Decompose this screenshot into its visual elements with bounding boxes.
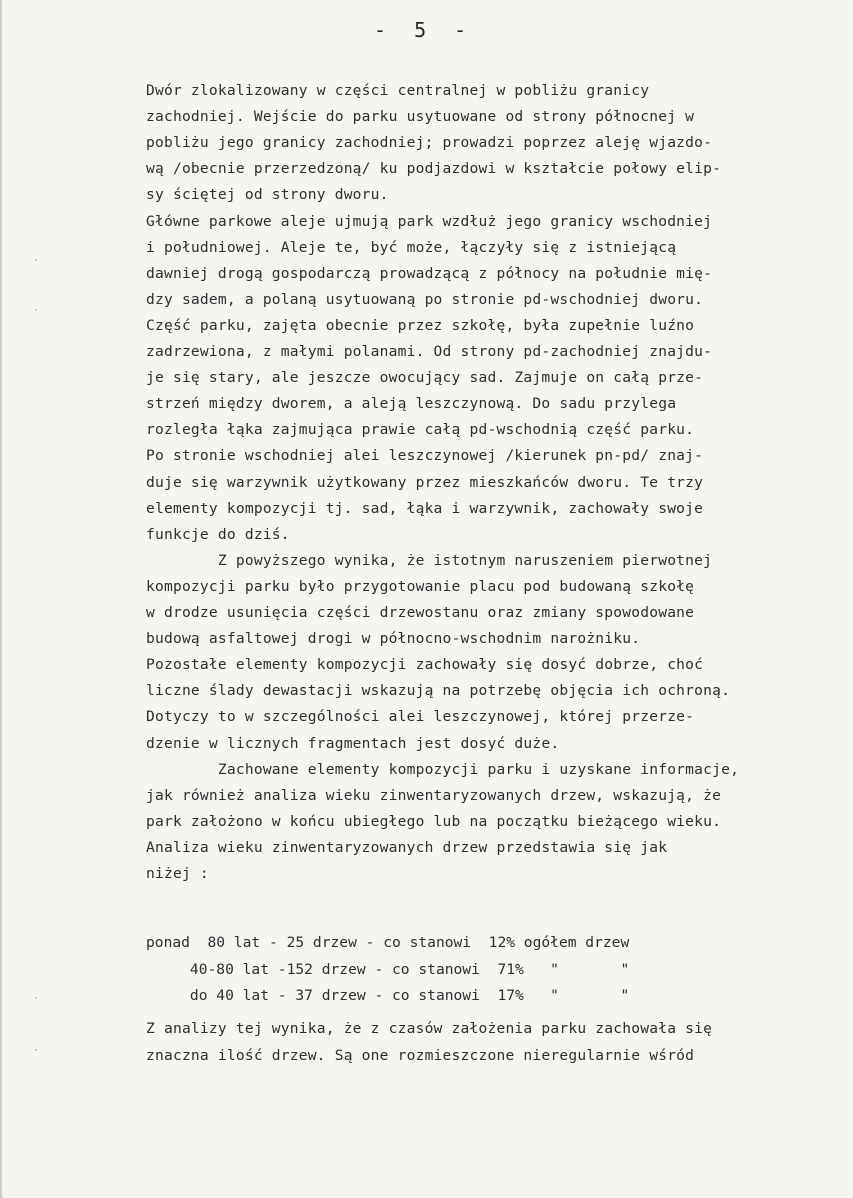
page-number: - 5 - [374,18,475,42]
table-row: do 40 lat - 37 drzew - co stanowi 17% " " [146,987,630,1004]
text-line: park założono w końcu ubiegłego lub na początku bieżącego wieku. [146,812,722,830]
text-line: w drodze usunięcia części drzewostanu oraz zmiany spowodowane [146,604,695,621]
text-line: i południowej. Aleje te, być może, łączyły się z istniejącą [146,238,677,256]
text-line: Z analizy tej wynika, że z czasów założenia parku zachowała się [146,1020,713,1037]
text-line: strzeń między dworem, a aleją leszczynową. Do sadu przylega [146,395,677,413]
text-line: budową asfaltowej drogi w północno-wschodnim narożniku. [146,630,641,648]
text-line: Zachowane elementy kompozycji parku i uzyskane informacje, [146,760,740,778]
text-line: Dotyczy to w szczególności alei leszczynowej, której przerze- [146,708,695,726]
table-row: ponad 80 lat - 25 drzew - co stanowi 12% ogółem drzew [146,934,630,951]
text-line: Część parku, zajęta obecnie przez szkołę, była zupełnie luźno [146,316,695,334]
text-line: funkcje do dziś. [146,525,290,543]
text-line: Pozostałe elementy kompozycji zachowały się dosyć dobrze, choć [146,656,704,674]
text-line: Analiza wieku zinwentaryzowanych drzew przedstawia się jak [146,838,668,856]
text-line: zachodniej. Wejście do parku usytuowane od strony północnej w [146,108,695,126]
margin-mark: · [33,306,39,316]
text-line: niżej : [146,865,209,882]
text-line: dawniej drogą gospodarczą prowadzącą z północy na południe mię- [146,264,713,282]
text-line: elementy kompozycji tj. sad, łąka i warzywnik, zachowały swoje [146,499,704,517]
text-line: je się stary, ale jeszcze owocujący sad. Zajmuje on całą prze- [146,369,704,387]
margin-mark: · [33,256,39,266]
text-line: pobliżu jego granicy zachodniej; prowadzi poprzez aleję wjazdo- [146,134,713,152]
text-line: rozległa łąka zajmująca prawie całą pd-wschodnią część parku. [146,421,695,439]
text-line: dzy sadem, a polaną usytuowaną po stronie pd-wschodniej dworu. [146,290,704,308]
text-line: Z powyższego wynika, że istotnym naruszeniem pierwotnej [146,551,713,569]
text-line: Po stronie wschodniej alei leszczynowej /kierunek pn-pd/ znaj- [146,447,704,465]
margin-mark: · [33,994,39,1004]
table-row: 40-80 lat -152 drzew - co stanowi 71% " " [146,960,630,978]
text-line: dzenie w licznych fragmentach jest dosyć duże. [146,734,560,752]
text-line: wą /obecnie przerzedzoną/ ku podjazdowi w kształcie połowy elip- [146,160,722,178]
text-line: liczne ślady dewastacji wskazują na potrzebę objęcia ich ochroną. [146,682,731,700]
text-line: kompozycji parku było przygotowanie placu pod budowaną szkołę [146,577,695,595]
text-line: duje się warzywnik użytkowany przez mieszkańców dworu. Te trzy [146,473,704,491]
text-line: znaczna ilość drzew. Są one rozmieszczone nieregularnie wśród [146,1047,695,1064]
text-line: zadrzewiona, z małymi polanami. Od strony pd-zachodniej znajdu- [146,343,713,360]
text-line: jak również analiza wieku zinwentaryzowanych drzew, wskazują, że [146,786,722,804]
margin-mark: · [33,1046,39,1056]
text-line: Dwór zlokalizowany w części centralnej w pobliżu granicy [146,82,650,99]
text-line: Główne parkowe aleje ujmują park wzdłuż jego granicy wschodniej [146,212,713,230]
text-line: sy ściętej od strony dworu. [146,186,389,204]
